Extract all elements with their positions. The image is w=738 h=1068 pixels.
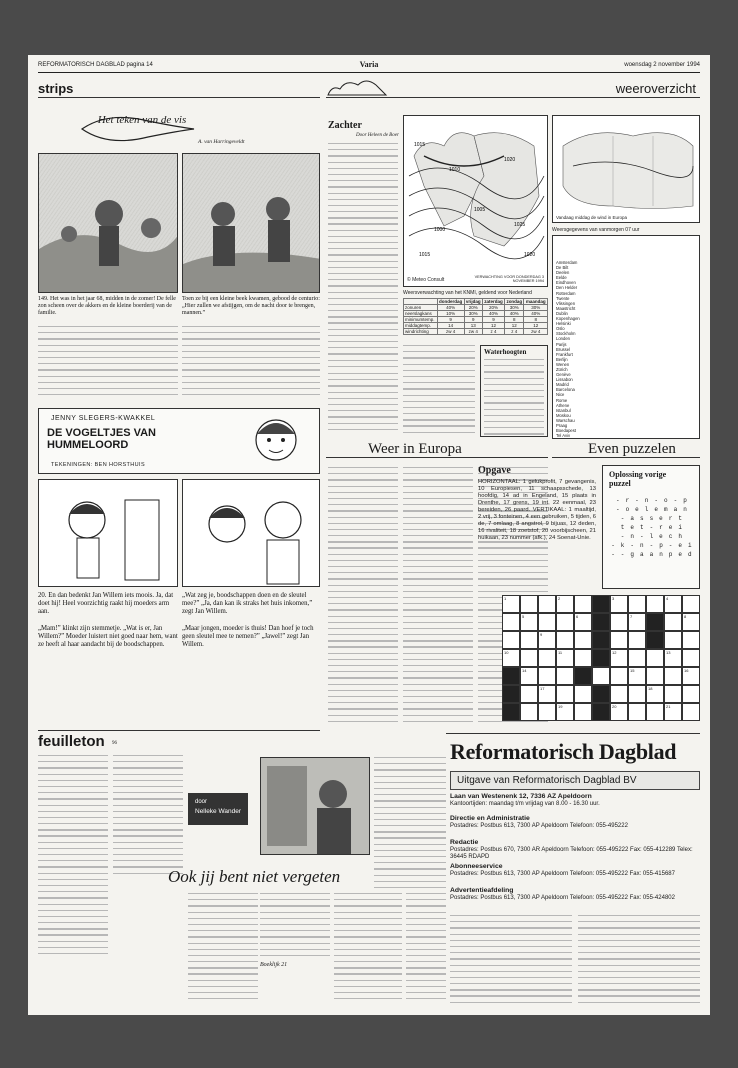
city-row: Eindhoven xyxy=(556,280,576,286)
forecast-row: windrichting zw 4 zw 4 z 4 z 4 zw 4 xyxy=(404,329,548,335)
crossword-cell xyxy=(592,613,610,631)
crossword-cell[interactable] xyxy=(664,631,682,649)
city-row: Den Helder xyxy=(556,285,578,291)
feuilleton-text-col6 xyxy=(374,757,446,891)
city-row: Londen xyxy=(556,336,570,342)
crossword-cell xyxy=(574,667,592,685)
crossword-cell[interactable]: 5 xyxy=(520,613,538,631)
wind-map-caption: Vandaag middag de wind in Europa xyxy=(556,215,627,220)
crossword-cell[interactable] xyxy=(520,703,538,721)
city-row: Twente xyxy=(556,295,570,301)
crossword-cell[interactable] xyxy=(520,631,538,649)
caption-150: Toen ze bij een kleine beek kwamen, gebood de centurio: „Hier zullen we afstijgen, om de nacht door te brengen, mannen.” xyxy=(182,296,320,316)
crossword-cell[interactable]: 15 xyxy=(628,667,646,685)
forecast-table: donderdag vrijdag zaterdag zondag maandag zonuren 40% 20% 20% 30% 30% neerslagkans 10% 30% 40% 40% 40% minimumtemp. 9 9 9 8 8 middagtemp. 14 13 12 12 12 windrichting zw 4 zw 4 z 4 z 4 zw 4 xyxy=(405,299,546,334)
crossword-cell[interactable] xyxy=(502,613,520,631)
crossword-cell[interactable]: 21 xyxy=(664,703,682,721)
crossword-cell[interactable] xyxy=(574,649,592,667)
feuilleton-episode: 96 xyxy=(112,741,117,746)
boy-portrait-icon xyxy=(241,412,311,472)
author-name: JENNY SLEGERS-KWAKKEL xyxy=(51,415,156,422)
city-row: Stockholm xyxy=(556,331,576,337)
feuilleton-text-col3 xyxy=(188,893,258,1003)
slegers-title-box xyxy=(38,408,320,474)
running-head xyxy=(38,59,700,73)
strip-panel-20b xyxy=(182,479,320,587)
oplossing-grid: - r - n - o - p - o e l e m a n - a s s e r t t e t - r e i - n - l e c h - k - n - p - e i - - g a a n p e d xyxy=(611,497,693,558)
opgave-text: HORIZONTAAL: 1 gelukprofit, 7 gevangenis, 10 Europiesen, 11 schaapsschede, 13 hoofdig, 14 ad in Engeland, 15 plaats in Drenthe, 17 grens, 19 int, 22 eenmaal, 23 bereiden, 26 paard. VERTIKAAL: 1 maaltijd, 2 vrij, 3 fonteinen, 4 een gebruiken, 5 tijden, 6 de, 7 omlaag, 8 angstrol, 9 bijuas, 12 deden, 16 rivaliteit, 18 zoetstof, 20 voorbijscheen, 21 huikaan, 23 nummer (afk.), 24 Soenat-Unie. xyxy=(478,479,596,541)
forecast-row: middagtemp. 14 13 12 12 12 xyxy=(404,323,548,329)
feuilleton-text-col7 xyxy=(406,893,446,1003)
map-label-2: 1020 xyxy=(504,157,516,163)
waterhoogten-box xyxy=(480,345,548,437)
crossword-cell xyxy=(592,595,610,613)
map-caption: VERWACHTING VOOR DONDERDAG 3 NOVEMBER 1994 xyxy=(474,275,544,283)
city-row: Maastricht xyxy=(556,305,576,311)
crossword-cell xyxy=(502,703,520,721)
forecast-row: minimumtemp. 9 9 9 8 8 xyxy=(404,317,548,323)
city-row: Moskou xyxy=(556,412,571,418)
crossword-cell[interactable]: 11 xyxy=(556,649,574,667)
byline-box xyxy=(188,793,248,825)
feuilleton-closing: Boeklijk 21 xyxy=(260,962,288,968)
city-row: Athene xyxy=(556,402,570,408)
city-row: Vlissingen xyxy=(556,300,576,306)
crossword-cell[interactable] xyxy=(574,631,592,649)
crossword-cell[interactable] xyxy=(538,649,556,667)
forecast-title: Weersverwachting van het KNMI, geldend voor Nederland xyxy=(403,290,532,296)
crossword-cell xyxy=(592,685,610,703)
city-row: Zürich xyxy=(556,366,568,372)
strip-series-title: DE VOGELTJES VAN HUMMELOORD xyxy=(47,427,157,451)
map-label-7: 1015 xyxy=(419,252,431,258)
crossword-cell[interactable]: 18 xyxy=(646,685,664,703)
oplossing-title: Oplossing vorige puzzel xyxy=(609,470,667,488)
banner-title: Het teken van de vis xyxy=(97,114,187,126)
crossword-cell[interactable] xyxy=(664,667,682,685)
crossword-cell xyxy=(502,667,520,685)
banner-author: A. van Harringeveldt xyxy=(198,139,245,145)
strip-panel-150 xyxy=(182,153,320,293)
page-date: woensdag 2 november 1994 xyxy=(624,62,700,68)
crossword-cell[interactable]: 8 xyxy=(682,613,700,631)
crossword-cell[interactable] xyxy=(682,649,700,667)
city-row: Boedapest xyxy=(556,428,577,434)
city-row: Helsinki xyxy=(556,321,571,327)
feuilleton-text-col4 xyxy=(260,893,330,959)
weather-banner xyxy=(326,77,700,97)
crossword-cell xyxy=(592,649,610,667)
city-row: Parijs xyxy=(556,341,567,347)
crossword-cell[interactable]: 14 xyxy=(520,667,538,685)
crossword-cell xyxy=(646,631,664,649)
crossword-cell[interactable] xyxy=(610,613,628,631)
city-row: Praag xyxy=(556,423,568,428)
crossword-cell[interactable] xyxy=(628,631,646,649)
europe-map xyxy=(552,115,700,223)
crossword-cell[interactable] xyxy=(538,613,556,631)
byline-name: Nelleke Wander xyxy=(195,808,242,815)
byline-prefix: door xyxy=(195,799,208,805)
city-row: Kopenhagen xyxy=(556,316,580,322)
crossword-cell[interactable]: 3 xyxy=(610,595,628,613)
crossword-cell[interactable]: 13 xyxy=(664,649,682,667)
crossword-cell xyxy=(592,703,610,721)
city-row: Eelde xyxy=(556,275,567,281)
strip-panel-149 xyxy=(38,153,178,293)
weather-text-col2 xyxy=(403,345,475,435)
crossword-cell[interactable] xyxy=(556,685,574,703)
crossword-cell[interactable] xyxy=(556,613,574,631)
city-list xyxy=(556,260,698,438)
map-label-0: 1015 xyxy=(414,142,426,148)
crossword-cell[interactable] xyxy=(628,649,646,667)
city-row: Barcelona xyxy=(556,387,575,393)
city-row: Lissabon xyxy=(556,377,573,383)
crossword-cell[interactable]: 10 xyxy=(502,649,520,667)
masthead-publisher: Uitgave van Reformatorisch Dagblad BV xyxy=(450,771,700,790)
crossword-cell[interactable] xyxy=(538,703,556,721)
dialog-20b: „Maar jongen, moeder is thuis! Dan hoef je toch geen sleutel mee te nemen?” „Jawel!” zegt Jan Willem. xyxy=(182,625,314,648)
crossword-cell[interactable] xyxy=(610,631,628,649)
crossword-cell[interactable]: 20 xyxy=(610,703,628,721)
crossword-cell xyxy=(502,685,520,703)
map-label-4: 1000 xyxy=(434,227,446,233)
crossword-cell[interactable] xyxy=(610,685,628,703)
strip-banner xyxy=(78,113,198,145)
weather-article-text xyxy=(328,143,398,368)
europe-text-col1 xyxy=(328,467,398,727)
city-row: Oslo xyxy=(556,326,565,332)
strips-label: strips xyxy=(38,81,74,96)
weather-byline: Door Heleen de Boer xyxy=(356,133,399,138)
caption-20: 20. En dan bedenkt Jan Willem iets moois. Ja, dat doet hij! Heel voorzichtig raakt hij moeders arm aan. xyxy=(38,592,174,615)
block-directie: Directie en Administratie Postadres: Postbus 613, 7300 AP Apeldoorn Telefoon: 055-495222 xyxy=(450,815,628,829)
crossword-cell[interactable] xyxy=(538,667,556,685)
crossword-cell[interactable] xyxy=(574,595,592,613)
block-advertentie: Advertentieafdeling Postadres: Postbus 613, 7300 AP Apeldoorn Telefoon: 055-495222 Fax: 055-424802 xyxy=(450,887,675,901)
city-row: Madrid xyxy=(556,382,569,388)
feuilleton-label: feuilleton xyxy=(38,733,105,750)
crossword-cell[interactable] xyxy=(628,685,646,703)
waterhoogten-title: Waterhoogten xyxy=(484,348,527,356)
masthead-title: Reformatorisch Dagblad xyxy=(450,739,677,764)
crossword-cell[interactable] xyxy=(682,703,700,721)
section-title: Varia xyxy=(359,60,379,69)
tarieven-left xyxy=(450,915,572,1005)
crossword-cell xyxy=(592,631,610,649)
crossword-cell[interactable] xyxy=(646,595,664,613)
weather-label: weeroverzicht xyxy=(615,81,696,96)
caption-20b: „Wat zeg je, boodschappen doen en de sleutel mee?” „Ja, dan kan ik straks het huis inkomen,” zegt Jan Willem. xyxy=(182,592,313,615)
crossword-cell[interactable] xyxy=(502,631,520,649)
crossword-cell[interactable]: 4 xyxy=(664,595,682,613)
feuilleton-text-col1 xyxy=(38,755,108,955)
crossword-cell[interactable]: 12 xyxy=(610,649,628,667)
feuilleton-text-col2 xyxy=(113,755,183,875)
city-row: Amsterdam xyxy=(556,260,578,265)
crossword-grid[interactable] xyxy=(502,595,700,721)
opgave-title: Opgave xyxy=(478,465,511,476)
weather-map xyxy=(403,115,548,287)
crossword-cell xyxy=(646,613,664,631)
europe-text-col2 xyxy=(403,467,473,727)
map-label-5: 1025 xyxy=(514,222,526,228)
city-row: Dublin xyxy=(556,310,568,316)
forecast-row: zonuren 40% 20% 20% 30% 30% xyxy=(404,305,548,311)
city-row: Tel Aviv xyxy=(556,433,571,439)
crossword-cell[interactable] xyxy=(628,595,646,613)
crossword-cell[interactable]: 17 xyxy=(538,685,556,703)
city-row: Istanbul xyxy=(556,407,571,413)
city-row: Wenen xyxy=(556,361,570,367)
map-label-3: 1005 xyxy=(474,207,486,213)
oplossing-box xyxy=(602,465,700,589)
city-table xyxy=(552,235,700,439)
city-row: Rotterdam xyxy=(556,290,576,296)
crossword-cell[interactable] xyxy=(664,613,682,631)
cloud-icon xyxy=(326,77,446,97)
crossword-cell[interactable] xyxy=(682,631,700,649)
crossword-cell[interactable]: 2 xyxy=(556,595,574,613)
crossword-cell[interactable] xyxy=(520,685,538,703)
city-row: Frankfurt xyxy=(556,351,573,357)
crossword-cell[interactable] xyxy=(646,667,664,685)
city-row: Nice xyxy=(556,392,565,398)
map-label-6: 1020 xyxy=(524,252,536,258)
europe-title: Weer in Europa xyxy=(368,441,462,457)
page-label: REFORMATORISCH DAGBLAD pagina 14 xyxy=(38,62,153,68)
newspaper-page xyxy=(28,55,710,1015)
block-abonneeservice: Abonneeservice Postadres: Postbus 613, 7300 AP Apeldoorn Telefoon: 055-495222 Fax: 055-415687 xyxy=(450,863,675,877)
crossword-cell[interactable]: 6 xyxy=(574,613,592,631)
city-row: Berlijn xyxy=(556,356,568,362)
feuilleton-title: Ook jij bent niet vergeten xyxy=(168,867,341,886)
city-row: De Bilt xyxy=(556,265,569,271)
strip-text-right xyxy=(182,326,320,398)
strip-panel-20 xyxy=(38,479,178,587)
crossword-cell[interactable] xyxy=(574,685,592,703)
crossword-cell[interactable] xyxy=(574,703,592,721)
puzzels-title: Even puzzelen xyxy=(588,441,676,457)
caption-149: 149. Het was in het jaar 68, midden in de zomer! De felle zon scheen over de akkers en de kleine boerderij van de familie. xyxy=(38,296,176,316)
crossword-cell[interactable] xyxy=(556,667,574,685)
city-row: Deelen xyxy=(556,270,570,276)
crossword-cell[interactable] xyxy=(682,685,700,703)
masthead-address: Laan van Westenenk 12, 7336 AZ Apeldoorn Kantoortijden: maandag t/m vrijdag van 8.00 - 16.30 uur. xyxy=(450,793,600,807)
crossword-cell[interactable] xyxy=(628,703,646,721)
feuilleton-photo xyxy=(260,757,370,855)
block-redactie: Redactie Postadres: Postbus 670, 7300 AR Apeldoorn Telefoon: 055-495222 Fax: 055-412289 Telex: 36445 RDAPD xyxy=(450,839,693,860)
forecast-row: neerslagkans 10% 30% 40% 40% 40% xyxy=(404,311,548,317)
crossword-cell[interactable]: 19 xyxy=(556,703,574,721)
strip-text-left xyxy=(38,326,178,398)
strip-credit: TEKENINGEN: BEN HORSTHUIS xyxy=(51,462,146,468)
dialog-20: „Mam!” klinkt zijn stemmetje. „Wat is er, Jan Willem?” Moeder luistert niet goed naar hem, want ze heeft al haar aandacht bij de boodschappen. xyxy=(38,625,178,648)
crossword-cell[interactable] xyxy=(592,667,610,685)
crossword-cell[interactable] xyxy=(682,595,700,613)
tarieven-right xyxy=(578,915,700,1005)
crossword-cell[interactable] xyxy=(520,595,538,613)
weather-article-text2 xyxy=(328,373,398,437)
crossword-cell[interactable] xyxy=(610,667,628,685)
crossword-cell[interactable] xyxy=(664,685,682,703)
crossword-cell[interactable]: 9 xyxy=(538,631,556,649)
crossword-cell[interactable] xyxy=(520,649,538,667)
weather-headline: Zachter xyxy=(328,120,362,131)
map-label-1: 1010 xyxy=(449,167,461,173)
crossword-cell[interactable]: 7 xyxy=(628,613,646,631)
city-row: Genève xyxy=(556,372,571,378)
crossword-cell[interactable] xyxy=(646,649,664,667)
crossword-cell[interactable]: 16 xyxy=(682,667,700,685)
city-row: Warschau xyxy=(556,417,575,423)
feuilleton-text-col5 xyxy=(334,893,402,1003)
crossword-cell[interactable] xyxy=(538,595,556,613)
map-credit: © Meteo Consult xyxy=(407,277,445,283)
crossword-cell[interactable] xyxy=(556,631,574,649)
crossword-cell[interactable]: 1 xyxy=(502,595,520,613)
city-table-title: Weersgegevens van vanmorgen 07 uur xyxy=(552,227,640,233)
crossword-cell[interactable] xyxy=(646,703,664,721)
city-row: Rome xyxy=(556,397,568,403)
city-row: Brussel xyxy=(556,346,570,352)
